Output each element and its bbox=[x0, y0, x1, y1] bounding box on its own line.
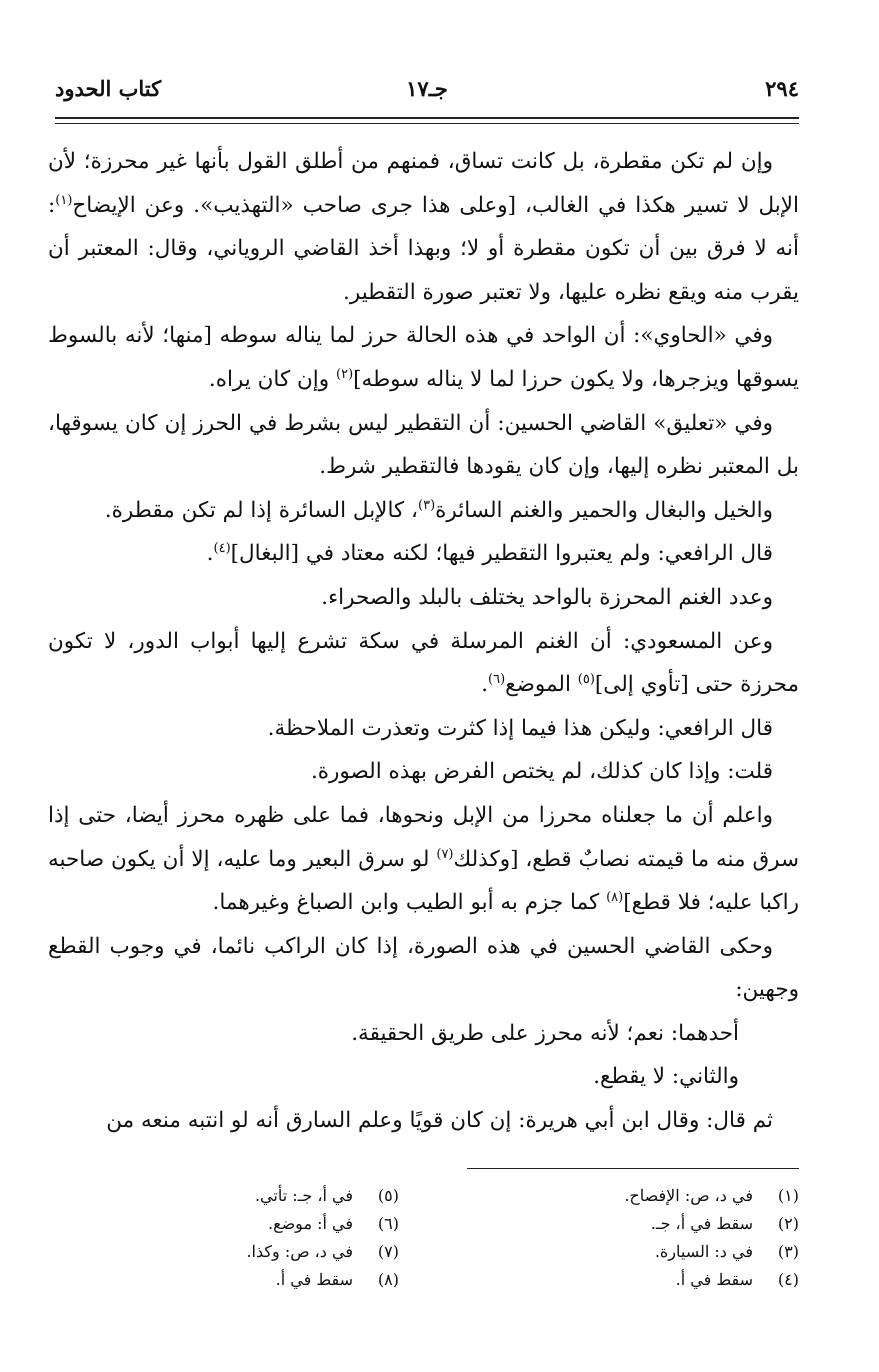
paragraph-text: وفي «تعليق» القاضي الحسين: أن التقطير ليس بشرط في الحرز إن كان يسوقها، بل المعتبر نظره إليها، وإن كان يقودها فالتقطير شرط. bbox=[48, 410, 799, 480]
paragraph bbox=[48, 314, 799, 401]
footnote-marker: (٣) bbox=[418, 497, 436, 513]
paragraph-text: قلت: وإذا كان كذلك، لم يختص الفرض بهذه الصورة. bbox=[310, 759, 773, 785]
footnote-text: سقط في أ، جـ. bbox=[650, 1214, 753, 1233]
paragraph-text: وفي «الحاوي»: أن الواحد في هذه الحالة حرز لما يناله سوطه [منها؛ لأنه بالسوط يسوقها ويزجرها، ولا يكون حرزا لما لا يناله سوطه] bbox=[48, 323, 799, 392]
paragraph-text: . bbox=[206, 541, 214, 567]
footnote-marker: (١) bbox=[55, 192, 73, 208]
footnote-number: (٢) bbox=[777, 1214, 799, 1233]
header-rule-thin bbox=[55, 123, 799, 124]
footnote-number: (٧) bbox=[377, 1242, 399, 1261]
footnote-text: سقط في أ. bbox=[275, 1270, 353, 1289]
volume-label: جـ١٧ bbox=[406, 76, 448, 101]
footnote-item bbox=[479, 1266, 799, 1294]
footnote-marker: (٦) bbox=[488, 672, 506, 688]
footnote-marker: (٢) bbox=[336, 366, 354, 382]
footnote-text: في د، ص: الإفصاح. bbox=[624, 1186, 753, 1205]
header-rule-thick bbox=[55, 117, 799, 119]
footnote-text: سقط في أ. bbox=[675, 1270, 753, 1289]
footnote-text: في أ: موضع. bbox=[267, 1214, 353, 1233]
paragraph-text: ثم قال: وقال ابن أبي هريرة: إن كان قويًا وعلم السارق أنه لو انتبه منعه من bbox=[106, 1108, 773, 1134]
paragraph bbox=[48, 140, 799, 314]
paragraph-text: وعن المسعودي: أن الغنم المرسلة في سكة تشرع إليها أبواب الدور، لا تكون محرزة حتى [تأوي إلى] bbox=[48, 628, 799, 698]
footnote-marker: (٥) bbox=[577, 672, 595, 688]
paragraph bbox=[48, 532, 799, 576]
running-header bbox=[55, 70, 799, 110]
footnote-text: في د، ص: وكذا. bbox=[246, 1242, 353, 1261]
paragraph bbox=[48, 1055, 799, 1099]
paragraph bbox=[48, 576, 799, 620]
footnote-number: (٤) bbox=[777, 1270, 799, 1289]
paragraph-text: واعلم أن ما جعلناه محرزا من الإبل ونحوها، فما على ظهره محرز أيضا، حتى إذا سرق منه ما قيمته نصابٌ قطع، [وكذلك bbox=[48, 802, 799, 872]
paragraph-text: وإن كان يراه. bbox=[208, 366, 337, 392]
paragraph bbox=[48, 794, 799, 925]
paragraph-text: الموضع bbox=[505, 672, 578, 698]
footnote-separator bbox=[467, 1168, 799, 1169]
paragraph-text: والخيل والبغال والحمير والغنم السائرة bbox=[435, 497, 773, 523]
paragraph-text: قال الرافعي: وليكن هذا فيما إذا كثرت وتعذرت الملاحظة. bbox=[267, 715, 773, 741]
page-number: ٢٩٤ bbox=[765, 76, 799, 101]
paragraph bbox=[48, 1099, 799, 1143]
footnote-number: (٦) bbox=[377, 1214, 399, 1233]
footnote-number: (٨) bbox=[377, 1270, 399, 1289]
paragraph bbox=[48, 402, 799, 489]
footnote-item bbox=[79, 1182, 399, 1210]
footnote-text: في د: السيارة. bbox=[654, 1242, 753, 1261]
paragraph bbox=[48, 489, 799, 533]
footnote-number: (١) bbox=[777, 1186, 799, 1205]
paragraph-text: وعدد الغنم المحرزة بالواحد يختلف بالبلد والصحراء. bbox=[321, 584, 773, 610]
paragraph-text: : أنه لا فرق بين أن تكون مقطرة أو لا؛ وبهذا أخذ القاضي الروياني، وقال: المعتبر أن يقرب منه ويقع نظره عليها، ولا تعتبر صورة التقطير. bbox=[48, 192, 799, 305]
footnote-item bbox=[79, 1266, 399, 1294]
paragraph-text: لو سرق البعير وما عليه، إلا أن يكون صاحبه راكبا عليه؛ فلا قطع] bbox=[48, 846, 799, 916]
footnote-marker: (٨) bbox=[606, 890, 624, 906]
book-title: كتاب الحدود bbox=[55, 76, 162, 101]
paragraph bbox=[48, 925, 799, 1012]
paragraph bbox=[48, 750, 799, 794]
footnote-item bbox=[79, 1238, 399, 1266]
paragraph bbox=[48, 1012, 799, 1056]
paragraph-text: ، كالإبل السائرة إذا لم تكن مقطرة. bbox=[104, 497, 419, 523]
paragraph-text: كما جزم به أبو الطيب وابن الصباغ وغيرهما. bbox=[212, 890, 607, 916]
footnotes-column-right bbox=[479, 1182, 799, 1294]
footnote-number: (٥) bbox=[377, 1186, 399, 1205]
footnote-item bbox=[479, 1182, 799, 1210]
paragraph bbox=[48, 707, 799, 751]
footnote-item bbox=[479, 1210, 799, 1238]
footnote-number: (٣) bbox=[777, 1242, 799, 1261]
footnote-item bbox=[79, 1210, 399, 1238]
footnotes-column-left bbox=[79, 1182, 399, 1294]
paragraph-text: وحكى القاضي الحسين في هذه الصورة، إذا كان الراكب نائما، في وجوب القطع وجهين: bbox=[48, 933, 799, 1003]
footnote-text: في أ، جـ: تأتي. bbox=[254, 1186, 353, 1205]
main-text bbox=[48, 140, 799, 1143]
paragraph-text: والثاني: لا يقطع. bbox=[593, 1064, 739, 1090]
paragraph-text: . bbox=[481, 672, 489, 698]
footnote-marker: (٤) bbox=[213, 541, 231, 557]
paragraph-text: قال الرافعي: ولم يعتبروا التقطير فيها؛ لكنه معتاد في [البغال] bbox=[230, 541, 773, 567]
paragraph bbox=[48, 620, 799, 707]
footnote-marker: (٧) bbox=[436, 846, 454, 862]
paragraph-text: وإن لم تكن مقطرة، بل كانت تساق، فمنهم من أطلق القول بأنها غير محرزة؛ لأن الإبل لا تسير هكذا في الغالب، [وعلى هذا جرى صاحب «التهذيب». وعن الإيضاح bbox=[48, 149, 799, 218]
paragraph-text: أحدهما: نعم؛ لأنه محرز على طريق الحقيقة. bbox=[351, 1020, 739, 1046]
footnote-item bbox=[479, 1238, 799, 1266]
